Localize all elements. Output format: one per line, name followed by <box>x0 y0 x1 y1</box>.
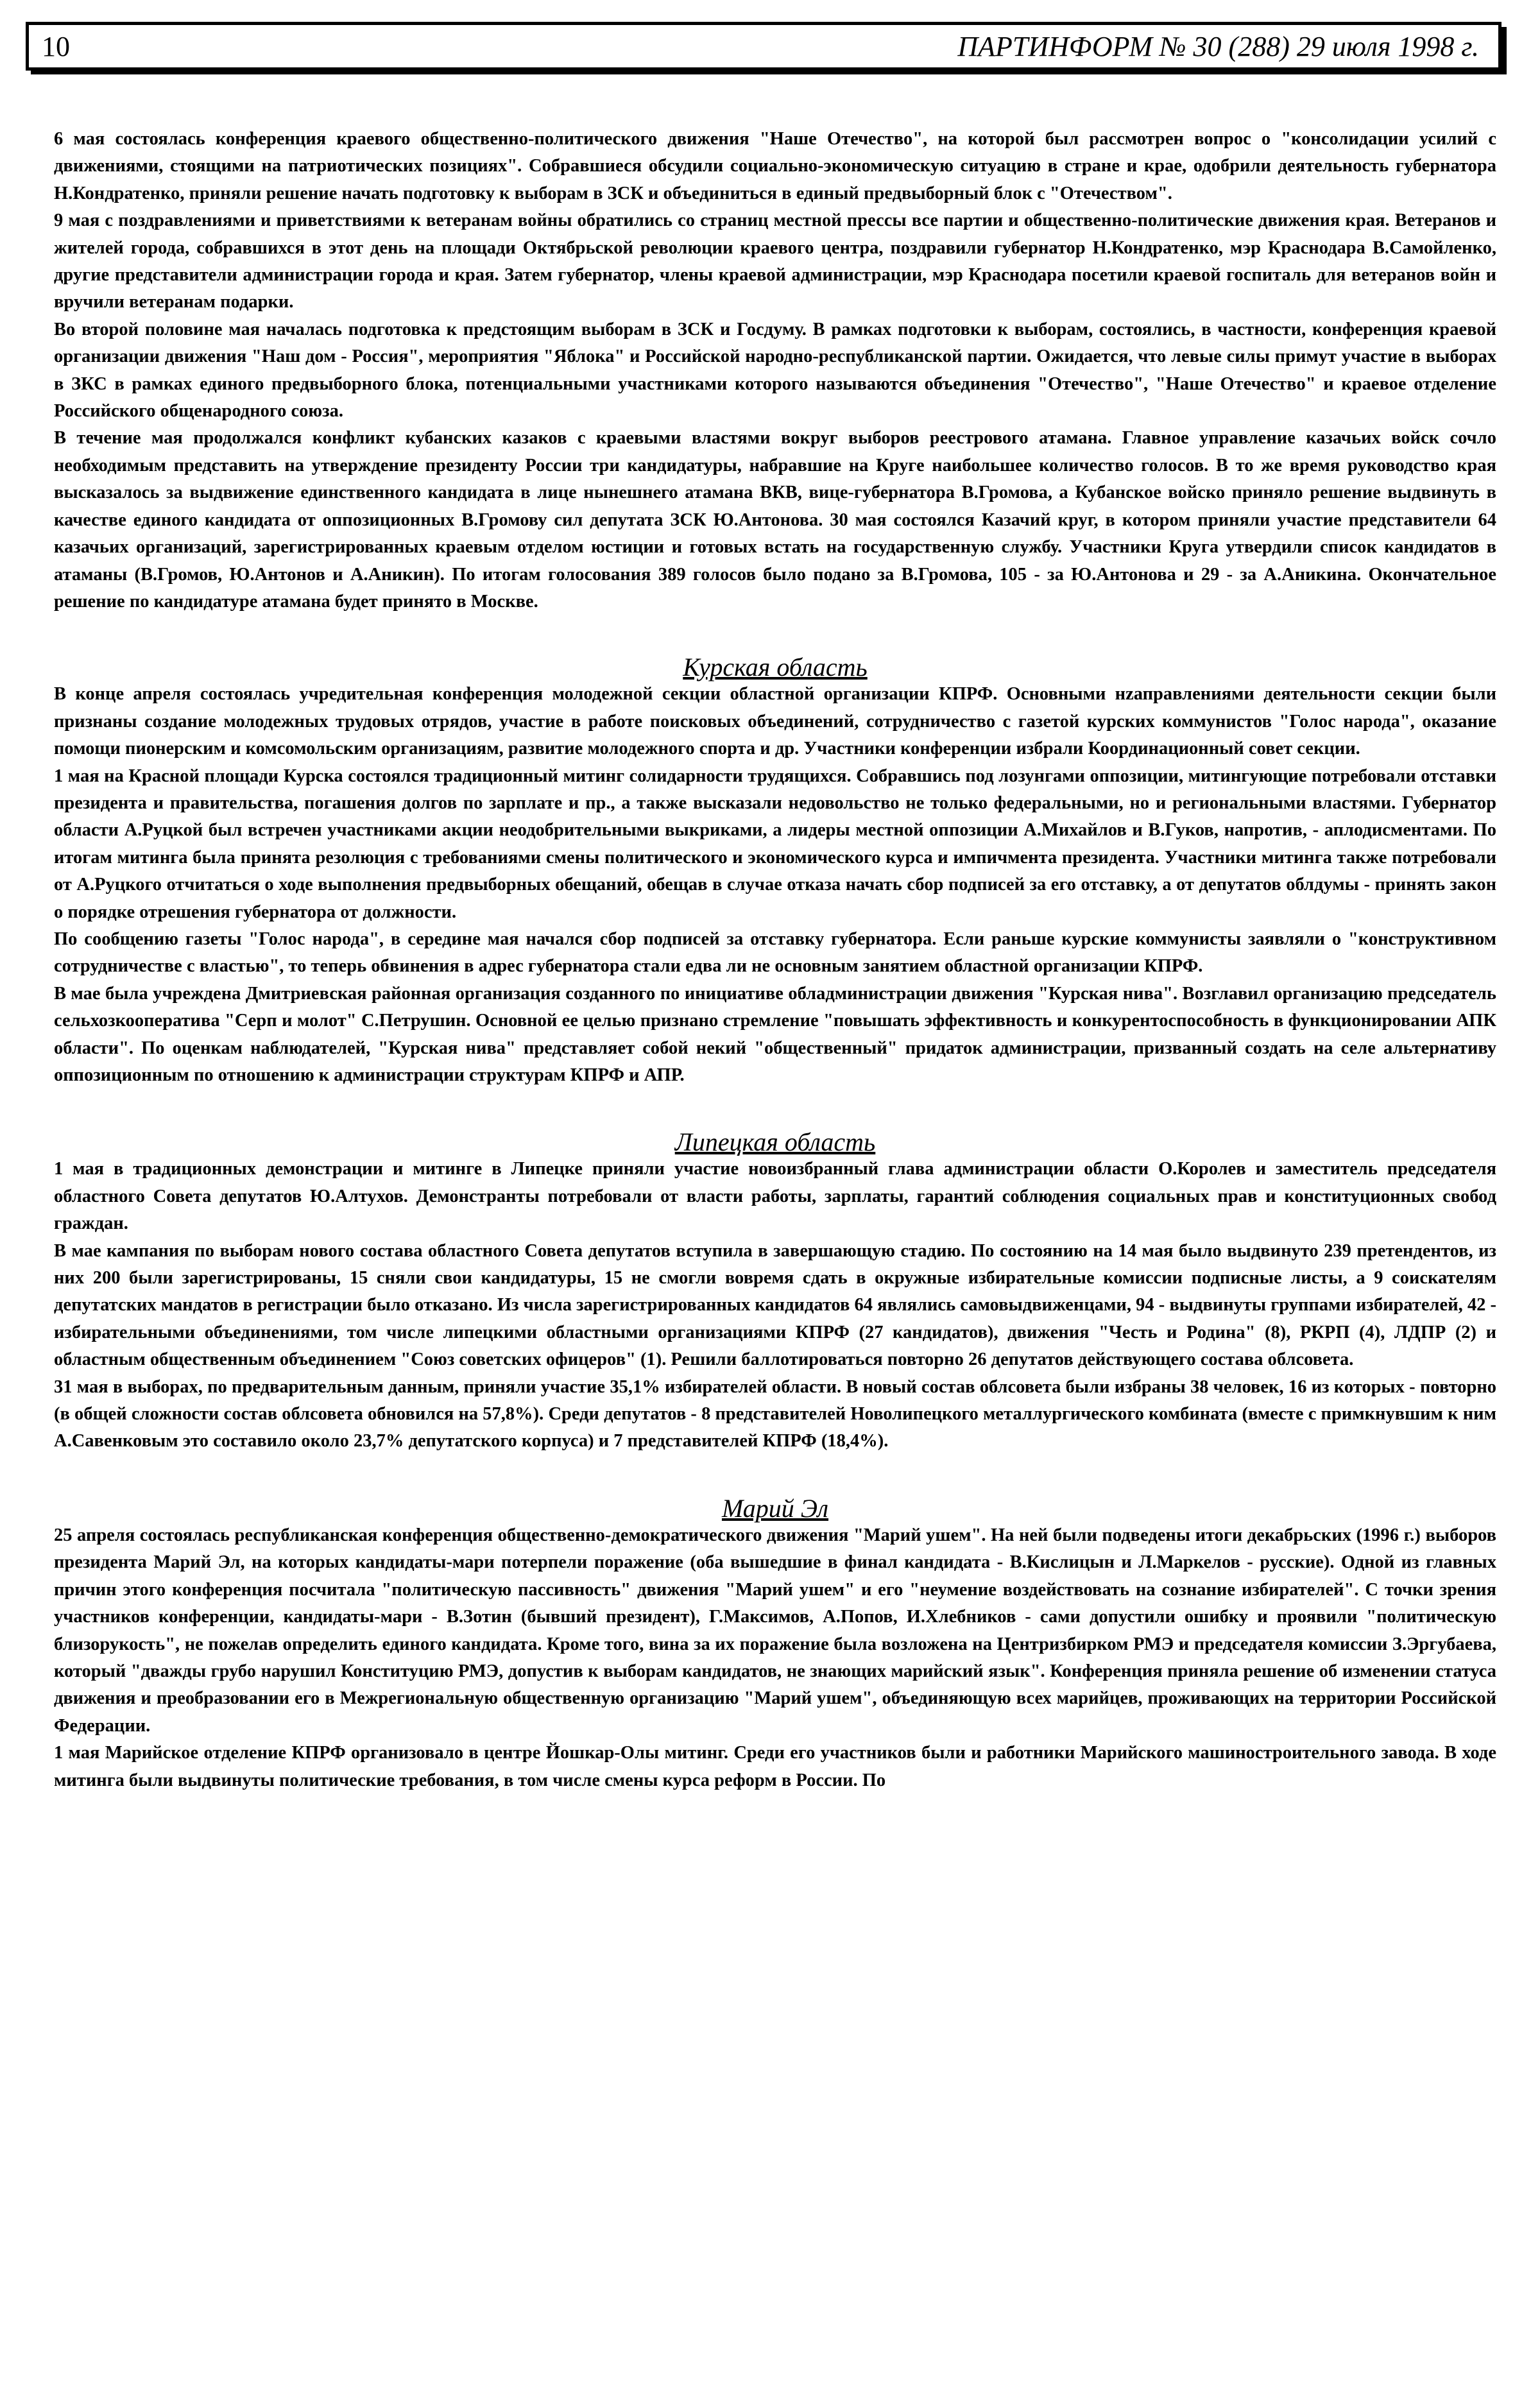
paragraph: 6 мая состоялась конференция краевого общественно-политического движения "Наше Отечество", на которой был рассмотрен вопрос о "консолидации усилий с движениями, стоящими на патриотических позициях". Собравшиеся обсудили социально-экономическую ситуацию в стране и крае, одобрили деятельность губернатора Н.Кондратенко, приняли решение начать подготовку к выборам в ЗСК и объединиться в единый предвыборный блок с "Отечеством". <box>54 129 1496 203</box>
section-title-mari-el: Марий Эл <box>721 1493 829 1523</box>
paragraph: В конце апреля состоялась учредительная конференция молодежной секции областной организации КПРФ. Основными нzаправлениями деятельности секции были признаны создание молодежных трудовых отрядов, участие в работе поисковых объединений, сотрудничество с газетой курских коммунистов "Голос народа", оказание помощи пионерским и комсомольским организациям, развитие молодежного спорта и др. Участники конференции избрали Координационный совет секции. <box>54 684 1496 759</box>
section-kursk <box>54 654 1496 1089</box>
paragraph: 9 мая с поздравлениями и приветствиями к ветеранам войны обратились со страниц местной прессы все партии и общественно-политические движения края. Ветеранов и жителей города, собравшихся в этот день на площади Октябрьской революции краевого центра, поздравили губернатор Н.Кондратенко, мэр Краснодара В.Самойленко, другие представители администрации города и края. Затем губернатор, члены краевой администрации, мэр Краснодара посетили краевой госпиталь для ветеранов войн и вручили ветеранам подарки. <box>54 210 1496 313</box>
section-krasnodar-continued <box>54 126 1496 615</box>
paragraph: 1 мая в традиционных демонстрации и митинге в Липецке приняли участие новоизбранный глава администрации области О.Королев и заместитель председателя областного Совета депутатов Ю.Алтухов. Демонстранты потребовали от власти работы, зарплаты, гарантий соблюдения социальных прав и конституционных свобод граждан. <box>54 1159 1496 1234</box>
section-title-lipetsk: Липецкая область <box>674 1127 876 1157</box>
paragraph: 1 мая на Красной площади Курска состоялся традиционный митинг солидарности трудящихся. Собравшись под лозунгами оппозиции, митингующие потребовали отставки президента и правительства, погашения долгов по зарплате и пр., а также высказали недовольство не только федеральными, но и региональными властями. Губернатор области А.Руцкой был встречен участниками акции неодобрительными выкриками, а лидеры местной оппозиции А.Михайлов и В.Гуков, напротив, - аплодисментами. По итогам митинга была принята резолюция с требованиями смены политического и экономического курса и импичмента президента. Участники митинга также потребовали от А.Руцкого отчитаться о ходе выполнения предвыборных обещаний, обещав в случае отказа начать сбор подписей за его отставку, а от депутатов облдумы - принять закон о порядке отрешения губернатора от должности. <box>54 766 1496 922</box>
header-shadow-right <box>1499 27 1507 73</box>
page-header <box>26 22 1502 71</box>
article-body <box>54 126 1496 1794</box>
paragraph: По сообщению газеты "Голос народа", в середине мая начался сбор подписей за отставку губернатора. Если раньше курские коммунисты заявляли о "конструктивном сотрудничестве с властью", то теперь обвинения в адрес губернатора стали едва ли не основным занятием областной организации КПРФ. <box>54 929 1496 977</box>
paragraph: Во второй половине мая началась подготовка к предстоящим выборам в ЗСК и Госдуму. В рамках подготовки к выборам, состоялись, в частности, конференция краевой организации движения "Наш дом - Россия", мероприятия "Яблока" и Российской народно-республиканской партии. Ожидается, что левые силы примут участие в выборах в ЗКС в рамках единого предвыборного блока, потенциальными участниками которого называются объединения "Отечество", "Наше Отечество" и краевое отделение Российского общенародного союза. <box>54 319 1496 422</box>
publication-info: ПАРТИНФОРМ № 30 (288) 29 июля 1998 г. <box>957 30 1479 62</box>
section-lipetsk <box>54 1129 1496 1455</box>
section-mari-el <box>54 1495 1496 1794</box>
paragraph: В течение мая продолжался конфликт кубанских казаков с краевыми властями вокруг выборов реестрового атамана. Главное управление казачьих войск сочло необходимым представить на утверждение президенту России три кандидатуры, набравшие на Круге наибольшее количество голосов. В то же время руководство края высказалось за выдвижение единственного кандидата в лице нынешнего атамана ВКВ, вице-губернатора В.Громова, а Кубанское войско приняло решение выдвинуть в качестве единого кандидата от оппозиционных В.Громову сил депутата ЗСК Ю.Антонова. 30 мая состоялся Казачий круг, в котором приняли участие представители 64 казачьих организаций, зарегистрированных краевым отделом юстиции и готовых встать на государственную службу. Участники Круга утвердили список кандидатов в атаманы (В.Громов, Ю.Антонов и А.Аникин). По итогам голосования 389 голосов было подано за В.Громова, 105 - за Ю.Антонова и 29 - за А.Аникина. Окончательное решение по кандидатуре атамана будет принято в Москве. <box>54 428 1496 612</box>
paragraph: 25 апреля состоялась республиканская конференция общественно-демократического движения "Марий ушем". На ней были подведены итоги декабрьских (1996 г.) выборов президента Марий Эл, на которых кандидаты-мари потерпели поражение (оба вышедшие в финал кандидата - В.Кислицын и Л.Маркелов - русские). Одной из главных причин этого конференция посчитала "политическую пассивность" движения "Марий ушем" и его "неумение воздействовать на сознание избирателей". С точки зрения участников конференции, кандидаты-мари - В.Зотин (бывший президент), Г.Максимов, А.Попов, И.Хлебников - сами допустили ошибку и проявили "политическую близорукость", не пожелав определить единого кандидата. Кроме того, вина за их поражение была возложена на Центризбирком РМЭ и председателя комиссии З.Эргубаева, который "дважды грубо нарушил Конституцию РМЭ, допустив к выборам кандидатов, не знающих марийский язык". Конференция приняла решение об изменении статуса движения и преобразовании его в Межрегиональную общественную организацию "Марий ушем", объединяющую всех марийцев, проживающих на территории Российской Федерации. <box>54 1525 1496 1736</box>
header-shadow-bottom <box>31 68 1507 74</box>
section-title-kursk: Курская область <box>683 653 868 682</box>
page-number: 10 <box>42 30 70 62</box>
paragraph: 31 мая в выборах, по предварительным данным, приняли участие 35,1% избирателей области. В новый состав облсовета были избраны 38 человек, 16 из которых - повторно (в общей сложности состав облсовета обновился на 57,8%). Среди депутатов - 8 представителей Новолипецкого металлургического комбината (вместе с примкнувшим к ним А.Савенковым это составило около 23,7% депутатского корпуса) и 7 представителей КПРФ (18,4%). <box>54 1376 1496 1452</box>
paragraph: 1 мая Марийское отделение КПРФ организовало в центре Йошкар-Олы митинг. Среди его участников были и работники Марийского машиностроительного завода. В ходе митинга были выдвинуты политические требования, в том числе смены курса реформ в России. По <box>54 1743 1496 1790</box>
paragraph: В мае была учреждена Дмитриевская районная организация созданного по инициативе обладминистрации движения "Курская нива". Возглавил организацию председатель сельхозкооператива "Серп и молот" С.Петрушин. Основной ее целью признано стремление "повышать эффективность и конкурентоспособность в функционировании АПК области". По оценкам наблюдателей, "Курская нива" представляет собой некий "общественный" придаток администрации, призванный создать на селе альтернативу оппозиционным по отношению к администрации структурам КПРФ и АПР. <box>54 983 1496 1085</box>
paragraph: В мае кампания по выборам нового состава областного Совета депутатов вступила в завершающую стадию. По состоянию на 14 мая было выдвинуто 239 претендентов, из них 200 были зарегистрированы, 15 сняли свои кандидатуры, 15 не смогли вовремя сдать в окружные избирательные комиссии подписные листы, а 9 соискателям депутатских мандатов в регистрации было отказано. Из числа зарегистрированных кандидатов 64 являлись самовыдвиженцами, 94 - выдвинуты группами избирателей, 42 - избирательными объединениями, том числе липецкими областными организациями КПРФ (27 кандидатов), движения "Честь и Родина" (8), РКРП (4), ЛДПР (2) и областным общественным объединением "Союз советских офицеров" (1). Решили баллотироваться повторно 26 депутатов действующего состава облсовета. <box>54 1240 1496 1370</box>
